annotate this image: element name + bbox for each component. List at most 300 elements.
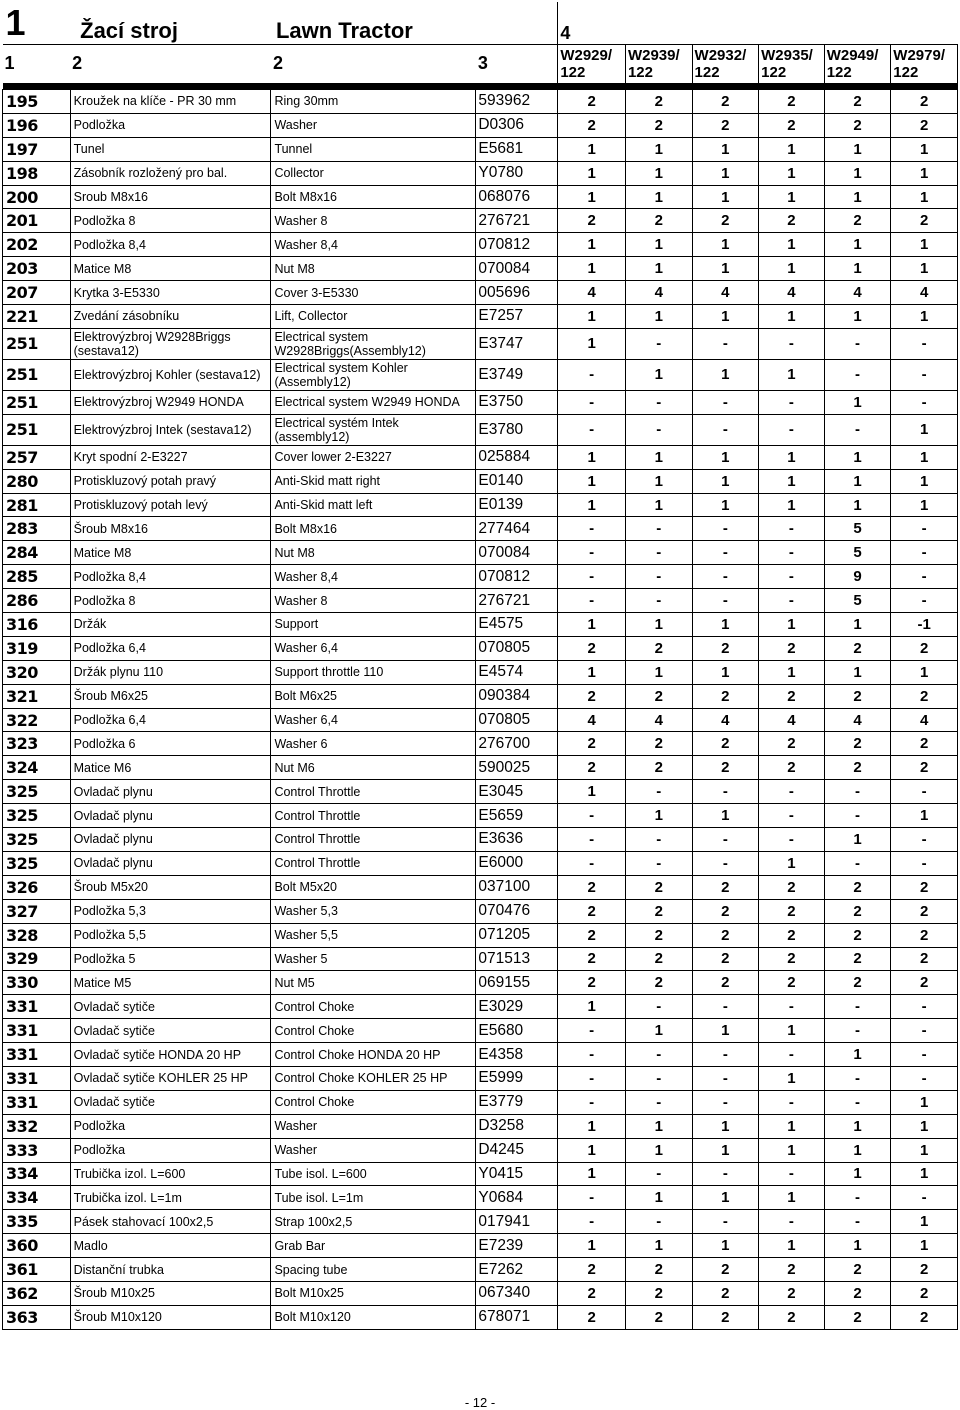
quantity-cell: 1	[891, 1210, 958, 1234]
quantity-cell: -	[759, 1210, 825, 1234]
position-number: 329	[3, 947, 71, 971]
position-number: 331	[3, 1019, 71, 1043]
quantity-cell: 4	[625, 708, 692, 732]
part-code: E3780	[476, 414, 558, 445]
quantity-cell: -	[625, 1043, 692, 1067]
quantity-cell: -	[759, 328, 825, 359]
part-name-cz: Podložka 6,4	[70, 708, 271, 732]
quantity-cell: 2	[891, 732, 958, 756]
part-name-cz: Madlo	[70, 1234, 271, 1258]
part-code: 071513	[476, 947, 558, 971]
part-name-en: Washer 6,4	[271, 708, 476, 732]
quantity-cell: 1	[692, 359, 759, 390]
quantity-cell: 1	[759, 161, 825, 185]
quantity-cell: 2	[625, 875, 692, 899]
quantity-cell: 4	[625, 281, 692, 305]
quantity-cell: 1	[759, 1114, 825, 1138]
quantity-cell: 1	[558, 1138, 626, 1162]
table-row	[3, 1258, 958, 1282]
quantity-cell: 1	[891, 257, 958, 281]
quantity-cell: 1	[759, 257, 825, 281]
quantity-cell: 4	[558, 281, 626, 305]
part-name-en: Washer 6,4	[271, 636, 476, 660]
part-name-en: Washer 8,4	[271, 565, 476, 589]
part-name-cz: Elektrovýzbroj W2949 HONDA	[70, 390, 271, 414]
quantity-cell: 2	[558, 899, 626, 923]
quantity-cell: 1	[824, 390, 891, 414]
table-row	[3, 1090, 958, 1114]
position-number: 322	[3, 708, 71, 732]
quantity-cell: 1	[824, 185, 891, 209]
quantity-cell: 1	[759, 185, 825, 209]
quantity-cell: 1	[824, 613, 891, 637]
quantity-cell: -	[824, 414, 891, 445]
quantity-cell: 1	[891, 161, 958, 185]
table-row	[3, 947, 958, 971]
part-name-en: Bolt M10x120	[271, 1305, 476, 1329]
part-name-cz: Šroub M6x25	[70, 684, 271, 708]
part-code: 276721	[476, 589, 558, 613]
position-number: 328	[3, 923, 71, 947]
quantity-cell: 2	[824, 947, 891, 971]
quantity-cell: 2	[824, 923, 891, 947]
quantity-cell: -	[824, 1066, 891, 1090]
quantity-cell: 2	[891, 756, 958, 780]
quantity-cell: -	[625, 541, 692, 565]
quantity-cell: 1	[759, 851, 825, 875]
quantity-cell: 2	[692, 636, 759, 660]
part-name-en: Support throttle 110	[271, 660, 476, 684]
quantity-cell: -	[558, 1090, 626, 1114]
part-code: 070084	[476, 257, 558, 281]
position-number: 203	[3, 257, 71, 281]
part-code: E6000	[476, 851, 558, 875]
table-row	[3, 233, 958, 257]
quantity-cell: 2	[692, 947, 759, 971]
title-row	[3, 2, 958, 45]
quantity-cell: 1	[891, 137, 958, 161]
table-row	[3, 359, 958, 390]
quantity-cell: -	[558, 1186, 626, 1210]
part-name-cz: Šroub M10x25	[70, 1281, 271, 1305]
part-code: E3636	[476, 828, 558, 852]
quantity-cell: 1	[692, 613, 759, 637]
model-header: W2935/ 122	[759, 45, 825, 83]
quantity-cell: 2	[558, 636, 626, 660]
quantity-cell: -	[824, 995, 891, 1019]
part-name-en: Grab Bar	[271, 1234, 476, 1258]
part-code: E4574	[476, 660, 558, 684]
position-number: 363	[3, 1305, 71, 1329]
quantity-cell: -	[692, 1162, 759, 1186]
quantity-cell: -	[625, 517, 692, 541]
col-cz: 2	[70, 45, 271, 83]
quantity-cell: -	[891, 359, 958, 390]
table-row	[3, 328, 958, 359]
part-name-cz: Ovladač plynu	[70, 851, 271, 875]
quantity-cell: -	[558, 1210, 626, 1234]
quantity-cell: 1	[759, 1019, 825, 1043]
model-header: W2949/ 122	[824, 45, 891, 83]
position-number: 316	[3, 613, 71, 637]
quantity-cell: 1	[891, 185, 958, 209]
quantity-cell: -	[692, 390, 759, 414]
quantity-cell: 1	[625, 137, 692, 161]
quantity-cell: 1	[558, 233, 626, 257]
table-row	[3, 390, 958, 414]
quantity-cell: 2	[692, 923, 759, 947]
part-name-en: Bolt M5x20	[271, 875, 476, 899]
quantity-cell: 1	[625, 1138, 692, 1162]
part-name-cz: Podložka 5	[70, 947, 271, 971]
quantity-cell: 2	[558, 684, 626, 708]
quantity-cell: 2	[692, 113, 759, 137]
part-name-en: Electrical system W2949 HONDA	[271, 390, 476, 414]
quantity-cell: -	[824, 804, 891, 828]
quantity-cell: -	[558, 359, 626, 390]
part-code: Y0780	[476, 161, 558, 185]
part-name-en: Control Choke	[271, 1090, 476, 1114]
title-cz: Žací stroj	[70, 2, 271, 45]
position-number: 323	[3, 732, 71, 756]
quantity-cell: -	[824, 1186, 891, 1210]
quantity-cell: 1	[558, 305, 626, 329]
position-number: 321	[3, 684, 71, 708]
quantity-cell: 2	[692, 1281, 759, 1305]
quantity-cell: 2	[824, 875, 891, 899]
quantity-cell: -	[824, 328, 891, 359]
part-code: E3029	[476, 995, 558, 1019]
quantity-cell: 2	[558, 1281, 626, 1305]
quantity-cell: 4	[759, 281, 825, 305]
title-en: Lawn Tractor	[271, 2, 476, 45]
part-name-en: Control Throttle	[271, 851, 476, 875]
quantity-cell: 1	[824, 1138, 891, 1162]
part-name-en: Nut M8	[271, 257, 476, 281]
quantity-cell: 1	[891, 1114, 958, 1138]
part-code: 005696	[476, 281, 558, 305]
quantity-cell: 1	[625, 1234, 692, 1258]
part-name-cz: Podložka	[70, 1138, 271, 1162]
part-name-en: Control Choke	[271, 1019, 476, 1043]
table-row	[3, 493, 958, 517]
quantity-cell: 2	[824, 756, 891, 780]
position-number: 361	[3, 1258, 71, 1282]
quantity-cell: 1	[558, 660, 626, 684]
table-row	[3, 1138, 958, 1162]
quantity-cell: 2	[625, 113, 692, 137]
quantity-cell: 2	[891, 875, 958, 899]
table-row	[3, 161, 958, 185]
quantity-cell: 1	[692, 1138, 759, 1162]
quantity-cell: -	[692, 1066, 759, 1090]
position-number: 283	[3, 517, 71, 541]
position-number: 195	[3, 90, 71, 114]
position-number: 324	[3, 756, 71, 780]
part-name-cz: Tunel	[70, 137, 271, 161]
quantity-cell: 1	[692, 1019, 759, 1043]
quantity-cell: 2	[692, 971, 759, 995]
quantity-cell: 2	[692, 209, 759, 233]
quantity-cell: 2	[625, 971, 692, 995]
quantity-cell: 1	[692, 137, 759, 161]
table-row	[3, 1234, 958, 1258]
position-number: 286	[3, 589, 71, 613]
part-name-en: Cover 3-E5330	[271, 281, 476, 305]
quantity-cell: 2	[558, 113, 626, 137]
quantity-cell: -	[692, 828, 759, 852]
quantity-cell: 1	[625, 305, 692, 329]
position-number: 325	[3, 828, 71, 852]
quantity-cell: -	[759, 565, 825, 589]
header-divider	[3, 83, 958, 90]
quantity-cell: 1	[759, 493, 825, 517]
part-name-en: Control Choke	[271, 995, 476, 1019]
part-name-en: Control Choke HONDA 20 HP	[271, 1043, 476, 1067]
quantity-cell: 2	[824, 1258, 891, 1282]
position-number: 207	[3, 281, 71, 305]
quantity-cell: 2	[558, 947, 626, 971]
quantity-cell: 1	[891, 660, 958, 684]
quantity-cell: 2	[824, 899, 891, 923]
quantity-cell: 4	[891, 708, 958, 732]
part-name-en: Cover lower 2-E3227	[271, 445, 476, 469]
quantity-cell: -	[891, 328, 958, 359]
quantity-cell: 2	[891, 113, 958, 137]
part-name-en: Washer 5,3	[271, 899, 476, 923]
quantity-cell: 1	[692, 469, 759, 493]
table-row	[3, 257, 958, 281]
quantity-cell: 1	[891, 1162, 958, 1186]
table-row	[3, 636, 958, 660]
quantity-cell: 1	[759, 1138, 825, 1162]
quantity-cell: 2	[759, 971, 825, 995]
quantity-cell: 1	[759, 660, 825, 684]
quantity-cell: 2	[558, 1305, 626, 1329]
quantity-cell: 1	[759, 305, 825, 329]
quantity-cell: -	[891, 1043, 958, 1067]
quantity-cell: 2	[891, 899, 958, 923]
quantity-cell: -	[558, 565, 626, 589]
table-row	[3, 971, 958, 995]
quantity-cell: -	[891, 780, 958, 804]
quantity-cell: 5	[824, 589, 891, 613]
model-header: W2979/ 122	[891, 45, 958, 83]
quantity-cell: -	[891, 390, 958, 414]
quantity-cell: 1	[824, 1114, 891, 1138]
quantity-cell: 1	[625, 445, 692, 469]
quantity-cell: 2	[759, 209, 825, 233]
part-code: D3258	[476, 1114, 558, 1138]
quantity-cell: 2	[759, 756, 825, 780]
quantity-cell: -	[625, 995, 692, 1019]
part-name-cz: Podložka 6,4	[70, 636, 271, 660]
part-name-en: Electrical systém Intek (assembly12)	[271, 414, 476, 445]
quantity-cell: -	[558, 589, 626, 613]
part-name-en: Bolt M8x16	[271, 185, 476, 209]
part-name-en: Nut M6	[271, 756, 476, 780]
quantity-cell: 2	[891, 947, 958, 971]
table-row	[3, 185, 958, 209]
part-code: E3749	[476, 359, 558, 390]
table-row	[3, 875, 958, 899]
quantity-cell: 2	[891, 636, 958, 660]
table-row	[3, 899, 958, 923]
quantity-cell: 1	[625, 233, 692, 257]
part-name-cz: Krytka 3-E5330	[70, 281, 271, 305]
part-code: 593962	[476, 90, 558, 114]
quantity-cell: -	[625, 1210, 692, 1234]
part-name-cz: Ovladač sytiče	[70, 995, 271, 1019]
quantity-cell: 2	[692, 684, 759, 708]
part-name-cz: Matice M5	[70, 971, 271, 995]
position-number: 251	[3, 390, 71, 414]
quantity-cell: -	[558, 804, 626, 828]
quantity-cell: 4	[558, 708, 626, 732]
part-code: 070812	[476, 233, 558, 257]
part-name-en: Bolt M8x16	[271, 517, 476, 541]
quantity-cell: 1	[558, 613, 626, 637]
position-number: 201	[3, 209, 71, 233]
part-code: E5999	[476, 1066, 558, 1090]
position-number: 326	[3, 875, 71, 899]
quantity-cell: 1	[824, 1234, 891, 1258]
quantity-cell: 2	[759, 947, 825, 971]
table-row	[3, 517, 958, 541]
quantity-cell: 2	[891, 1258, 958, 1282]
quantity-cell: 9	[824, 565, 891, 589]
quantity-cell: 2	[759, 732, 825, 756]
table-row	[3, 1019, 958, 1043]
quantity-cell: 1	[891, 493, 958, 517]
part-code: Y0684	[476, 1186, 558, 1210]
quantity-cell: 1	[824, 233, 891, 257]
quantity-cell: -	[824, 780, 891, 804]
part-name-cz: Podložka 8	[70, 209, 271, 233]
part-name-en: Electrical system W2928Briggs(Assembly12)	[271, 328, 476, 359]
part-name-en: Washer 8	[271, 209, 476, 233]
part-code: E3779	[476, 1090, 558, 1114]
quantity-cell: 2	[891, 209, 958, 233]
position-number: 202	[3, 233, 71, 257]
col-number-4: 4	[558, 2, 958, 45]
quantity-cell: -	[891, 589, 958, 613]
position-number: 333	[3, 1138, 71, 1162]
part-name-en: Washer 8	[271, 589, 476, 613]
quantity-cell: 4	[891, 281, 958, 305]
part-code: 068076	[476, 185, 558, 209]
position-number: 334	[3, 1162, 71, 1186]
part-code: E5659	[476, 804, 558, 828]
position-number: 331	[3, 1090, 71, 1114]
table-row	[3, 137, 958, 161]
quantity-cell: -	[625, 851, 692, 875]
part-name-cz: Držák	[70, 613, 271, 637]
quantity-cell: 1	[625, 469, 692, 493]
part-code: 037100	[476, 875, 558, 899]
quantity-cell: 1	[558, 1234, 626, 1258]
part-code: 067340	[476, 1281, 558, 1305]
part-code: E4358	[476, 1043, 558, 1067]
quantity-cell: 2	[692, 90, 759, 114]
quantity-cell: 2	[625, 923, 692, 947]
part-name-en: Nut M5	[271, 971, 476, 995]
table-row	[3, 589, 958, 613]
table-row	[3, 1186, 958, 1210]
quantity-cell: 1	[824, 1162, 891, 1186]
part-name-cz: Matice M8	[70, 257, 271, 281]
part-name-en: Control Throttle	[271, 804, 476, 828]
part-name-en: Washer	[271, 1114, 476, 1138]
quantity-cell: 1	[558, 328, 626, 359]
table-row	[3, 828, 958, 852]
position-number: 280	[3, 469, 71, 493]
quantity-cell: -	[759, 589, 825, 613]
table-row	[3, 923, 958, 947]
position-number: 325	[3, 780, 71, 804]
quantity-cell: 1	[891, 469, 958, 493]
quantity-cell: 2	[759, 636, 825, 660]
quantity-cell: -	[891, 828, 958, 852]
quantity-cell: 1	[692, 305, 759, 329]
part-code: 070476	[476, 899, 558, 923]
part-name-cz: Podložka 8,4	[70, 565, 271, 589]
quantity-cell: -	[692, 414, 759, 445]
quantity-cell: 1	[759, 469, 825, 493]
quantity-cell: -	[558, 1066, 626, 1090]
quantity-cell: 1	[692, 185, 759, 209]
table-row	[3, 660, 958, 684]
quantity-cell: 1	[558, 493, 626, 517]
quantity-cell: 2	[558, 1258, 626, 1282]
quantity-cell: 1	[824, 1043, 891, 1067]
quantity-cell: 1	[891, 804, 958, 828]
quantity-cell: 1	[759, 1186, 825, 1210]
part-code: Y0415	[476, 1162, 558, 1186]
part-name-en: Support	[271, 613, 476, 637]
quantity-cell: 2	[824, 90, 891, 114]
quantity-cell: 2	[824, 113, 891, 137]
quantity-cell: -	[692, 851, 759, 875]
part-name-cz: Podložka 5,3	[70, 899, 271, 923]
quantity-cell: -	[558, 414, 626, 445]
quantity-cell: 2	[558, 923, 626, 947]
part-name-cz: Podložka 8,4	[70, 233, 271, 257]
part-code: E5681	[476, 137, 558, 161]
table-row	[3, 851, 958, 875]
part-name-en: Washer 5,5	[271, 923, 476, 947]
part-name-en: Electrical system Kohler (Assembly12)	[271, 359, 476, 390]
part-name-cz: Ovladač plynu	[70, 780, 271, 804]
quantity-cell: 2	[759, 90, 825, 114]
quantity-cell: 2	[891, 1305, 958, 1329]
quantity-cell: 2	[759, 1305, 825, 1329]
quantity-cell: 2	[759, 899, 825, 923]
table-row	[3, 90, 958, 114]
table-row	[3, 469, 958, 493]
quantity-cell: -	[625, 828, 692, 852]
quantity-cell: -	[759, 804, 825, 828]
position-number: 319	[3, 636, 71, 660]
part-name-cz: Podložka	[70, 113, 271, 137]
quantity-cell: 1	[759, 1066, 825, 1090]
quantity-cell: 1	[692, 1234, 759, 1258]
quantity-cell: 1	[558, 257, 626, 281]
quantity-cell: -	[625, 1090, 692, 1114]
quantity-cell: 2	[692, 875, 759, 899]
part-code: E7239	[476, 1234, 558, 1258]
quantity-cell: 1	[558, 445, 626, 469]
